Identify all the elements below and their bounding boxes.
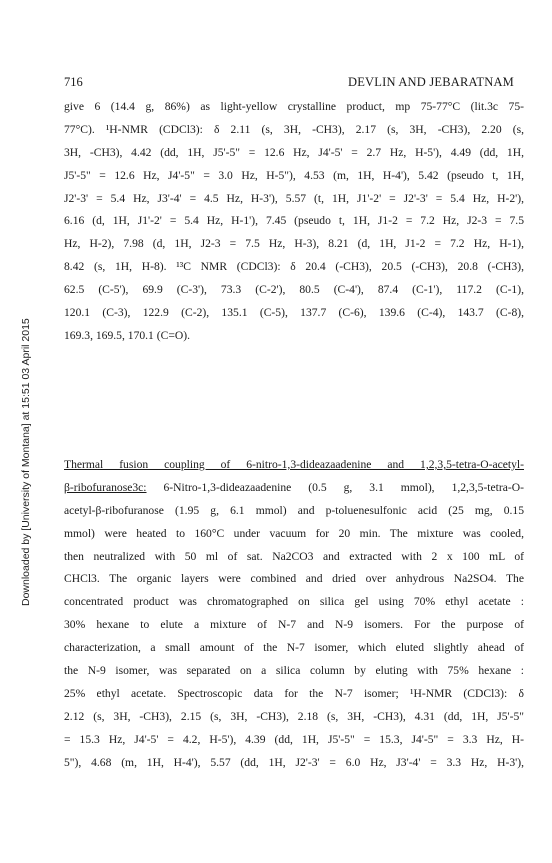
- text-line: CHCl3. The organic layers were combined and dried over anhydrous Na2SO4. The: [64, 572, 524, 586]
- download-side-note: Downloaded by [University of Montana] at 15:51 03 April 2015: [20, 318, 32, 606]
- text-line: characterization, a small amount of the N-7 isomer, which eluted slightly ahead of: [64, 641, 524, 655]
- section-heading: Thermal fusion coupling of 6-nitro-1,3-dideazaadenine and 1,2,3,5-tetra-O-acetyl-: [64, 458, 524, 471]
- text-line: 3H, -CH3), 4.42 (dd, 1H, J5'-5" = 12.6 Hz, J4'-5' = 2.7 Hz, H-5'), 4.49 (dd, 1H,: [64, 145, 524, 159]
- text-fragment: 6-Nitro-1,3-dideazaadenine (0.5 g, 3.1 mmol), 1,2,3,5-tetra-O-: [146, 480, 524, 494]
- text-line: [64, 477, 524, 500]
- text-line: 62.5 (C-5'), 69.9 (C-3'), 73.3 (C-2'), 80.5 (C-4'), 87.4 (C-1'), 117.2 (C-1),: [64, 283, 524, 297]
- text-line: = 15.3 Hz, J4'-5' = 4.2, H-5'), 4.39 (dd, 1H, J5'-5" = 15.3, J4'-5" = 3.3 Hz, H-: [64, 732, 524, 746]
- paragraph-2: [64, 454, 524, 774]
- page-number: 716: [64, 75, 83, 89]
- text-line: 120.1 (C-3), 122.9 (C-2), 135.1 (C-5), 137.7 (C-6), 139.6 (C-4), 143.7 (C-8),: [64, 306, 524, 320]
- text-line: then neutralized with 50 ml of sat. Na2CO3 and extracted with 2 x 100 mL of: [64, 549, 524, 563]
- text-line: 8.42 (s, 1H, H-8). ¹³C NMR (CDCl3): δ 20.4 (-CH3), 20.5 (-CH3), 20.8 (-CH3),: [64, 260, 524, 274]
- running-head: DEVLIN AND JEBARATNAM: [347, 75, 514, 89]
- text-line: acetyl-β-ribofuranose (1.95 g, 6.1 mmol) and p-toluenesulfonic acid (25 mg, 0.15: [64, 503, 524, 517]
- text-line: 77°C). ¹H-NMR (CDCl3): δ 2.11 (s, 3H, -CH3), 2.17 (s, 3H, -CH3), 2.20 (s,: [64, 122, 524, 136]
- text-line: 6.16 (d, 1H, J1'-2' = 5.4 Hz, H-1'), 7.45 (pseudo t, 1H, J1-2 = 7.2 Hz, J2-3 = 7.5: [64, 214, 524, 228]
- text-line: mmol) were heated to 160°C under vacuum for 20 min. The mixture was cooled,: [64, 526, 524, 540]
- section-heading-end: β-ribofuranose3c:: [64, 480, 147, 494]
- text-line: 5"), 4.68 (m, 1H, H-4'), 5.57 (dd, 1H, J2'-3' = 6.0 Hz, J3'-4' = 3.3 Hz, H-3'),: [64, 755, 524, 769]
- text-line: 25% ethyl acetate. Spectroscopic data for the N-7 isomer; ¹H-NMR (CDCl3): δ: [64, 686, 524, 700]
- text-line: concentrated product was chromatographed on silica gel using 70% ethyl acetate :: [64, 595, 524, 609]
- text-line: J5'-5" = 12.6 Hz, J4'-5" = 3.0 Hz, H-5"), 4.53 (m, 1H, H-4'), 5.42 (pseudo t, 1H,: [64, 168, 524, 182]
- text-line: 169.3, 169.5, 170.1 (C=O).: [64, 328, 191, 342]
- text-line: Hz, H-2), 7.98 (d, 1H, J2-3 = 7.5 Hz, H-3), 8.21 (d, 1H, J1-2 = 7.2 Hz, H-1),: [64, 237, 524, 251]
- paragraph-1: [64, 96, 524, 348]
- text-line: give 6 (14.4 g, 86%) as light-yellow crystalline product, mp 75-77°C (lit.3c 75-: [64, 100, 524, 113]
- text-line: 30% hexane to elute a mixture of N-7 and N-9 isomers. For the purpose of: [64, 618, 524, 632]
- text-line: J2'-3' = 5.4 Hz, J3'-4' = 4.5 Hz, H-3'), 5.57 (t, 1H, J1'-2' = J2'-3' = 5.4 Hz, H-2'),: [64, 191, 524, 205]
- text-line: the N-9 isomer, was separated on a silica column by eluting with 75% hexane :: [64, 664, 524, 678]
- text-line: 2.12 (s, 3H, -CH3), 2.15 (s, 3H, -CH3), 2.18 (s, 3H, -CH3), 4.31 (dd, 1H, J5'-5": [64, 709, 524, 723]
